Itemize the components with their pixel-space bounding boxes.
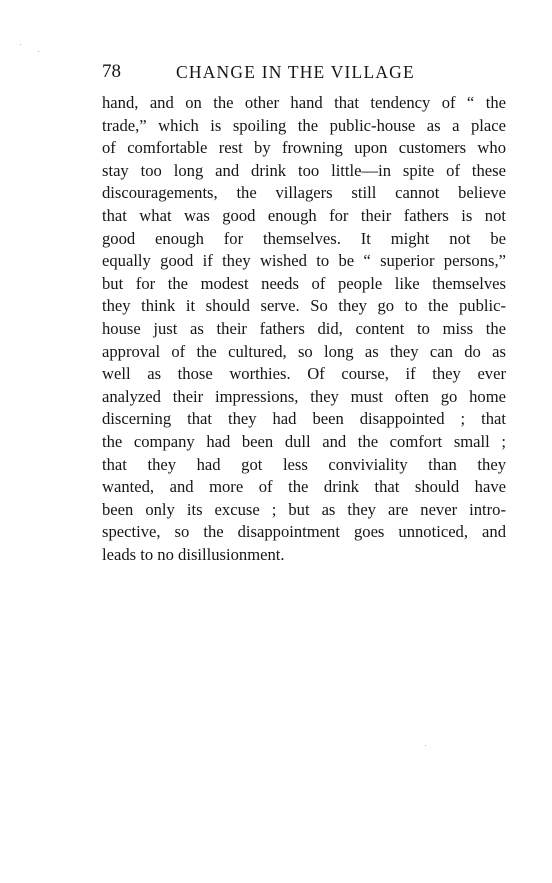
text-line: equally good if they wished to be “ superior persons,” bbox=[102, 251, 506, 271]
running-head bbox=[102, 60, 507, 84]
text-line: house just as their fathers did, content to miss the bbox=[102, 318, 506, 338]
text-line: analyzed their impressions, they must often go home bbox=[102, 386, 506, 406]
paper-speck bbox=[20, 44, 21, 45]
text-line: wanted, and more of the drink that should have bbox=[102, 477, 506, 497]
text-line: discouragements, the villagers still cannot believe bbox=[102, 183, 506, 203]
text-line: approval of the cultured, so long as they can do as bbox=[102, 341, 506, 361]
text-line: but for the modest needs of people like themselves bbox=[102, 273, 506, 293]
text-line: been only its excuse ; but as they are never intro- bbox=[102, 499, 506, 519]
text-line: well as those worthies. Of course, if they ever bbox=[102, 364, 506, 384]
paper-speck bbox=[38, 51, 39, 52]
text-line: trade,” which is spoiling the public-house as a place bbox=[102, 115, 506, 135]
text-line: that what was good enough for their fathers is not bbox=[102, 205, 506, 225]
running-title: CHANGE IN THE VILLAGE bbox=[176, 62, 415, 82]
paper-speck bbox=[425, 745, 426, 746]
text-line: they think it should serve. So they go to the public- bbox=[102, 296, 506, 316]
text-line: discerning that they had been disappointed ; that bbox=[102, 409, 506, 429]
text-line: hand, and on the other hand that tendency of “ the bbox=[102, 93, 506, 112]
text-line: the company had been dull and the comfort small ; bbox=[102, 431, 506, 451]
text-line: of comfortable rest by frowning upon customers who bbox=[102, 138, 506, 158]
text-line: good enough for themselves. It might not be bbox=[102, 228, 506, 248]
body-paragraph bbox=[102, 92, 506, 566]
text-line: leads to no disillusionment. bbox=[102, 544, 285, 564]
text-line: stay too long and drink too little—in spite of these bbox=[102, 160, 506, 180]
text-line: spective, so the disappointment goes unnoticed, and bbox=[102, 522, 506, 542]
text-line: that they had got less conviviality than they bbox=[102, 454, 506, 474]
page-number: 78 bbox=[102, 61, 121, 82]
